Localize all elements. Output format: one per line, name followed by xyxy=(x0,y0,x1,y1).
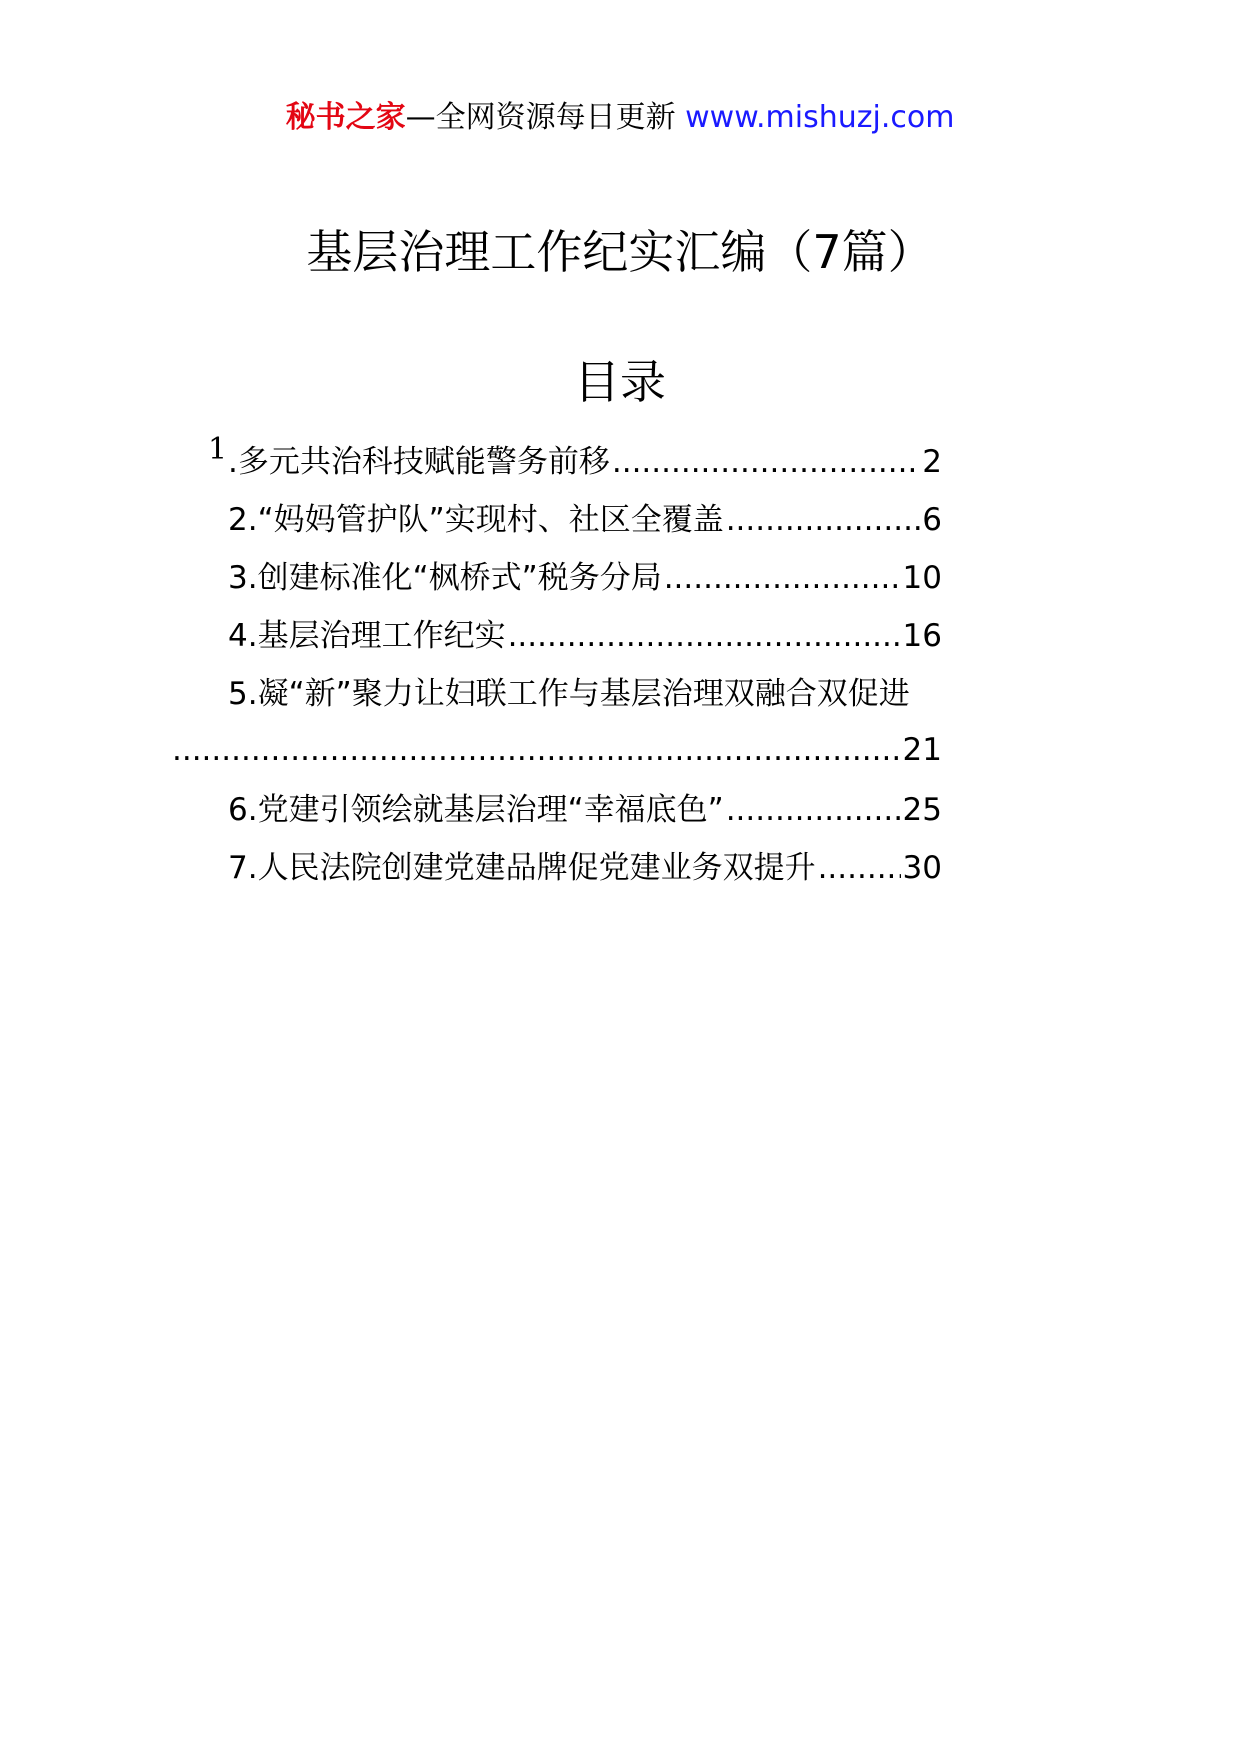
toc-item[interactable] xyxy=(228,848,942,888)
toc-item[interactable] xyxy=(228,442,942,482)
site-header xyxy=(0,98,1240,138)
toc-item-title: 7.人民法院创建党建品牌促党建业务双提升 xyxy=(228,850,816,886)
toc-item[interactable] xyxy=(228,790,942,830)
toc-item-page: 16 xyxy=(902,618,942,654)
toc-item[interactable] xyxy=(228,558,942,598)
toc-item-title: 3.创建标准化“枫桥式”税务分局 xyxy=(228,560,662,596)
brand-name: 秘书之家 xyxy=(285,100,406,135)
toc-item-title: .多元共治科技赋能警务前移 xyxy=(228,444,610,480)
toc-item-page: 10 xyxy=(902,560,942,596)
toc-item-title: 6.党建引领绘就基层治理“幸福底色” xyxy=(228,792,724,828)
toc-item-page: 25 xyxy=(902,792,942,828)
toc-leader-dots xyxy=(664,558,901,598)
toc-item-page: 30 xyxy=(902,850,942,886)
stray-page-number: 1 xyxy=(208,432,228,467)
toc-leader-dots xyxy=(726,790,901,830)
toc-leader-dots xyxy=(818,848,901,888)
header-tagline: —全网资源每日更新 xyxy=(405,100,676,135)
toc-item-page: 21 xyxy=(902,732,942,768)
toc-leader-dots xyxy=(508,616,901,656)
toc-leader-dots xyxy=(172,730,901,770)
toc-item-page: 2 xyxy=(922,444,942,480)
site-url-link[interactable]: www.mishuzj.com xyxy=(685,100,955,135)
toc-item[interactable] xyxy=(228,500,942,540)
toc-leader-dots xyxy=(726,500,921,540)
toc-heading: 目录 xyxy=(574,355,666,409)
toc-item-page: 6 xyxy=(922,502,942,538)
toc-item-title: 2.“妈妈管护队”实现村、社区全覆盖 xyxy=(228,502,724,538)
toc-item[interactable] xyxy=(228,616,942,656)
toc-item-continuation[interactable] xyxy=(170,730,942,770)
toc-leader-dots xyxy=(612,442,920,482)
toc-item-title: 4.基层治理工作纪实 xyxy=(228,618,506,654)
toc-item-title-wrapped[interactable]: 5.凝“新”聚力让妇联工作与基层治理双融合双促进 xyxy=(228,676,910,712)
document-title: 基层治理工作纪实汇编（7篇） xyxy=(306,225,934,279)
